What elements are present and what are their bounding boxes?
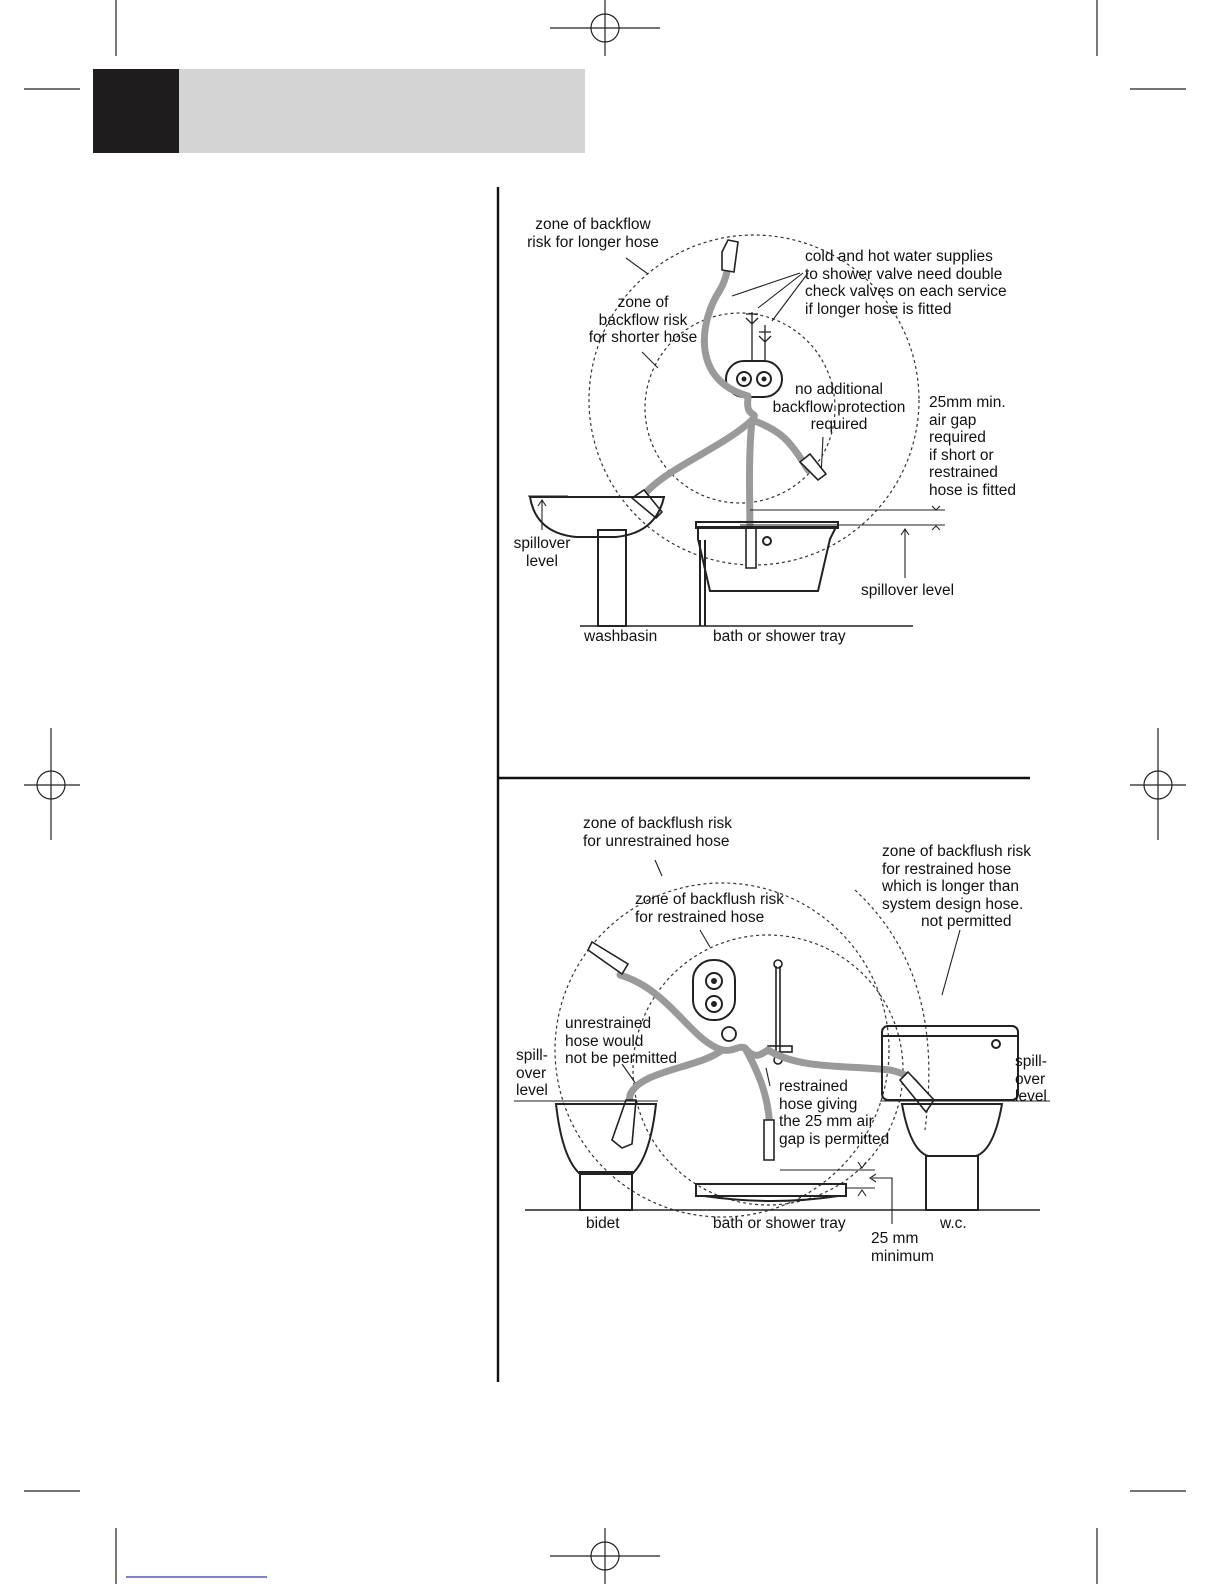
label-zone-unrestrained: zone of backflush risk for unrestrained hose bbox=[583, 815, 733, 850]
label-bath-2: bath or shower tray bbox=[713, 1215, 846, 1232]
label-spill-left: spill- over level bbox=[516, 1047, 548, 1100]
wc bbox=[882, 1026, 1018, 1210]
label-zone-longer: zone of backflush risk for restrained hose which is longer than system design hose. bbox=[882, 843, 1032, 913]
label-no-protection: no additional backflow protection required bbox=[772, 381, 906, 434]
label-bidet: bidet bbox=[586, 1215, 620, 1232]
bath-1 bbox=[696, 522, 838, 626]
label-washbasin: washbasin bbox=[584, 628, 658, 645]
label-bath-1: bath or shower tray bbox=[713, 628, 846, 645]
label-zone-shorter-hose: zone of backflow risk for shorter hose bbox=[588, 294, 698, 347]
shower-tray-2 bbox=[696, 1184, 846, 1201]
label-zone-longer-hose: zone of backflow risk for longer hose bbox=[527, 216, 659, 251]
label-unrestrained-note: unrestrained hose would not be permitted bbox=[565, 1015, 678, 1068]
label-restrained-note: restrained hose giving the 25 mm air gap is permitted bbox=[779, 1078, 890, 1148]
shower-valve-2 bbox=[693, 960, 736, 1041]
label-supplies-note: cold and hot water supplies to shower valve need double check valves on each service if longer hose is fitted bbox=[805, 248, 1007, 318]
label-wc: w.c. bbox=[940, 1215, 967, 1232]
label-spillover-bath: spillover level bbox=[861, 582, 955, 599]
diagram1-levels bbox=[528, 496, 945, 626]
diagram1-supply-pipes bbox=[746, 312, 771, 366]
label-spillover-basin: spillover level bbox=[513, 535, 571, 570]
label-air-gap: 25mm min. air gap required if short or restrained hose is fitted bbox=[929, 394, 1017, 499]
label-zone-restrained: zone of backflush risk for restrained hose bbox=[635, 891, 785, 926]
label-min-gap: 25 mm minimum bbox=[871, 1230, 934, 1265]
label-spill-right: spill- over level bbox=[1015, 1053, 1047, 1106]
bidet bbox=[556, 1104, 656, 1210]
label-not-permitted: not permitted bbox=[921, 913, 1012, 930]
